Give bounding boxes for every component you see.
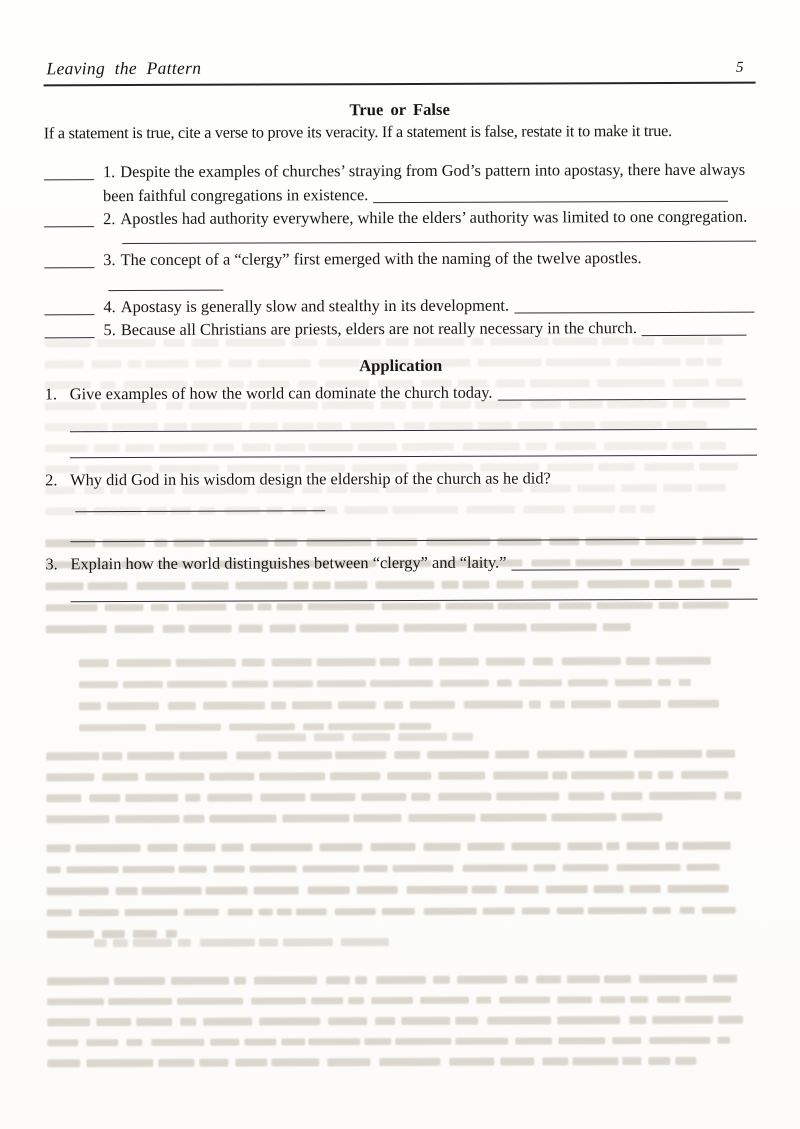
page-header [43,56,755,87]
question-body [70,549,757,576]
answer-blank-inline [497,385,745,400]
true-false-item [44,158,756,208]
answer-line [70,573,757,602]
verse-answer-blank [373,187,728,202]
question-text: Give examples of how the world can dominate the church today. [69,382,493,403]
question-body [70,379,757,406]
true-false-answer-blank [44,207,94,227]
statement-body [103,158,756,208]
true-false-item [44,245,756,295]
true-false-item [44,316,756,342]
item-number: 5. [103,320,116,340]
application-item [45,379,757,458]
verse-answer-line [122,228,756,243]
application-item [45,549,757,602]
page-number: 5 [735,59,744,76]
true-false-answer-blank [44,160,94,180]
item-number: 3. [103,249,116,269]
item-number: 1. [44,383,58,403]
true-false-item [44,205,756,231]
question-text: Why did God in his wisdom design the eldership of the church as he did? [70,467,551,489]
true-false-list [44,158,757,342]
statement-text: Apostles had authority everywhere, while the elders’ authority was limited to one congregation. [120,206,748,229]
true-false-answer-blank [44,248,94,268]
true-false-answer-blank [44,318,94,338]
true-false-answer-blank [44,295,94,315]
answer-blank-inline [75,497,325,512]
answer-blank-inline [511,555,739,570]
section-heading-true-false: True or False [349,99,450,120]
true-false-instructions: If a statement is true, cite a verse to prove its veracity. If a statement is false, restate it to make it true. [43,121,672,143]
application-list [45,379,758,602]
statement-text: Because all Christians are priests, elders are not really necessary in the church. [120,318,637,340]
answer-line [70,513,757,542]
item-number: 1. [102,162,116,182]
question-row [45,379,757,406]
statement-body [103,316,756,342]
question-row [45,465,757,516]
verse-answer-blank [514,298,754,313]
verse-answer-blank [108,277,223,291]
question-text: Explain how the world distinguishes between “clergy” and “laity.” [70,552,507,573]
question-row [45,549,757,576]
question-body [70,465,757,516]
statement-text: The concept of a “clergy” first emerged with the naming of the twelve apostles. [120,247,642,269]
application-item [45,465,757,542]
answer-line [70,403,757,432]
item-number: 2. [103,209,116,229]
running-title: Leaving the Pattern [46,57,202,79]
statement-text: Apostasy is generally slow and stealthy in its development. [120,295,510,316]
statement-text: Despite the examples of churches’ straying from God’s pattern into apostasy, there have always been faithful congregations in existence. [102,159,746,205]
item-number: 4. [103,296,116,316]
item-number: 3. [45,553,58,573]
statement-body [103,245,756,295]
statement-body [103,205,756,231]
answer-line [70,429,757,458]
item-number: 2. [45,469,58,489]
verse-answer-blank [642,322,747,336]
section-heading-application: Application [359,355,443,375]
true-false-item [44,292,756,318]
statement-body [103,292,756,318]
